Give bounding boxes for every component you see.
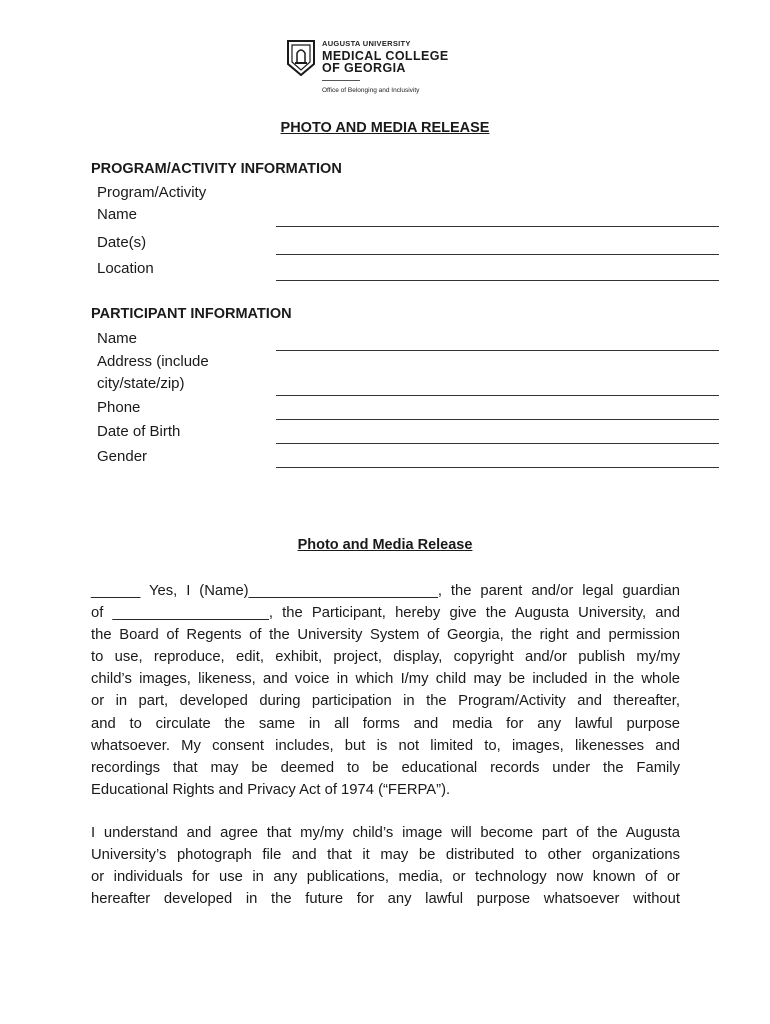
gender-label: Gender <box>97 448 148 465</box>
paragraph-line: or in part, developed during participation in the Program/Activity and thereafter, <box>91 693 680 710</box>
gender-field[interactable] <box>276 467 719 468</box>
paragraph-line: University’s photograph file and that it may be distributed to other organizations <box>91 847 680 864</box>
release-paragraph-1 <box>91 580 680 801</box>
phone-field[interactable] <box>276 419 719 420</box>
paragraph-line: whatsoever. My consent includes, but is not limited to, images, likenesses and <box>91 737 680 754</box>
dates-field[interactable] <box>276 254 719 255</box>
program-section-heading: PROGRAM/ACTIVITY INFORMATION <box>91 161 342 177</box>
release-paragraph-2 <box>91 822 680 910</box>
paragraph-line: to use, reproduce, edit, exhibit, project, display, copyright and/or publish my/my <box>91 649 680 666</box>
program-name-field[interactable] <box>276 226 719 227</box>
participant-name-field[interactable] <box>276 350 719 351</box>
paragraph-line: ______ Yes, I (Name)_______________________, the parent and/or legal guardian <box>91 583 680 599</box>
program-name-label: Program/Activity Name <box>97 184 207 223</box>
paragraph-line: or individuals for use in any publications, media, or technology now known of or <box>91 869 680 886</box>
university-name: AUGUSTA UNIVERSITY <box>322 39 411 48</box>
location-label: Location <box>97 260 154 277</box>
location-field[interactable] <box>276 280 719 281</box>
paragraph-line: Educational Rights and Privacy Act of 1974 (“FERPA”). <box>91 781 451 798</box>
participant-section-heading: PARTICIPANT INFORMATION <box>91 306 292 322</box>
institution-logo <box>286 38 486 100</box>
release-heading: Photo and Media Release <box>297 537 473 553</box>
paragraph-line: of ___________________, the Participant, hereby give the Augusta University, and <box>91 605 680 622</box>
logo-divider <box>322 80 360 81</box>
address-field[interactable] <box>276 395 719 396</box>
paragraph-line: hereafter developed in the future for any lawful purpose whatsoever without <box>91 891 680 908</box>
document-title: PHOTO AND MEDIA RELEASE <box>280 120 490 136</box>
participant-name-label: Name <box>97 330 138 347</box>
paragraph-line: and to circulate the same in all forms and media for any lawful purpose <box>91 715 680 732</box>
dates-label: Date(s) <box>97 234 147 251</box>
shield-logo-icon <box>286 40 316 76</box>
dob-label: Date of Birth <box>97 423 181 440</box>
office-name: Office of Belonging and Inclusivity <box>322 87 420 94</box>
paragraph-line: I understand and agree that my/my child’s image will become part of the Augusta <box>91 825 680 841</box>
paragraph-line: the Board of Regents of the University System of Georgia, the right and permission <box>91 627 680 644</box>
paragraph-line: recordings that may be deemed to be educational records under the Family <box>91 759 680 776</box>
phone-label: Phone <box>97 399 141 416</box>
address-label: Address (include city/state/zip) <box>97 353 209 392</box>
college-name: MEDICAL COLLEGE OF GEORGIA <box>322 49 449 75</box>
dob-field[interactable] <box>276 443 719 444</box>
paragraph-line: child’s images, likeness, and voice in which I/my child may be included in the whole <box>91 671 680 688</box>
